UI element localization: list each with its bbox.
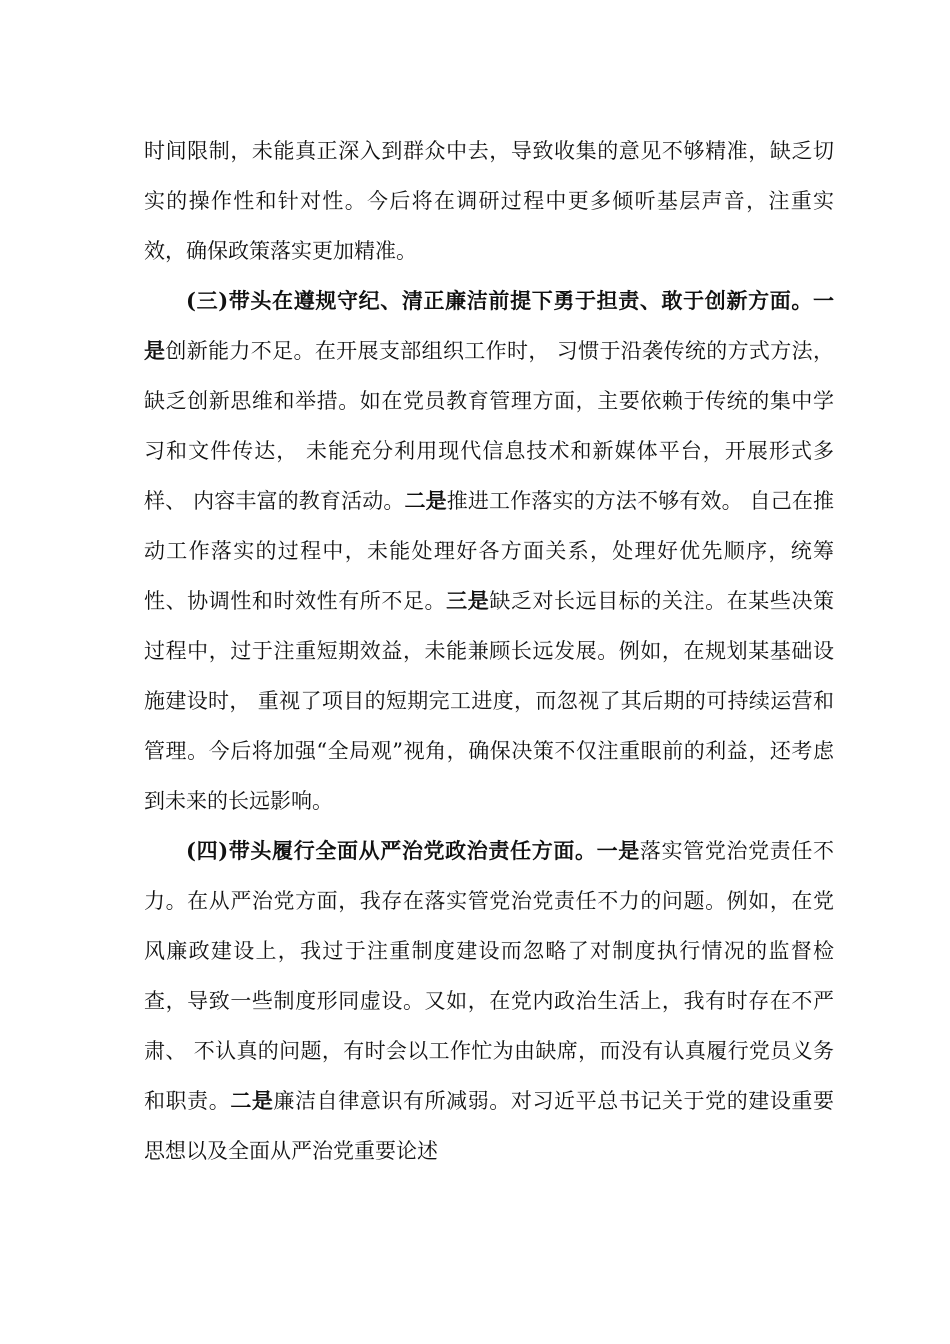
paragraph-text: 落实管党治党责任不力。在从严治党方面，我存在落实管党治党责任不力的问题。例如，在党风廉政建设上，我过于注重制度建设而忽略了对制度执行情况的监督检查，导致一些制度形同虚设。又如，在党内政治生活上，我有时存在不严肃、 不认真的问题，有时会以工作忙为由缺席，而没有认真履行党员义务和职责。	[144, 839, 835, 1113]
paragraph-text: 缺乏对长远目标的关注。在某些决策过程中，过于注重短期效益，未能兼顾长远发展。例如，在规划某基础设施建设时， 重视了项目的短期完工进度，而忽视了其后期的可持续运营和管理。今后将加强“全局观”视角，确保决策不仅注重眼前的利益，还考虑到未来的长远影响。	[144, 589, 835, 813]
document-page	[144, 126, 834, 1176]
paragraph-text: 创新能力不足。在开展支部组织工作时， 习惯于沿袭传统的方式方法，缺乏创新思维和举措。如在党员教育管理方面，主要依赖于传统的集中学习和文件传达， 未能充分利用现代信息技术和新媒体平台，开展形式多样、 内容丰富的教育活动。	[144, 339, 834, 513]
paragraph-text: 时间限制，未能真正深入到群众中去，导致收集的意见不够精准，缺乏切实的操作性和针对性。今后将在调研过程中更多倾听基层声音，注重实效，确保政策落实更加精准。	[144, 139, 834, 263]
paragraph-text: 廉洁自律意识有所减弱。对习近平总书记关于党的建设重要思想以及全面从严治党重要论述	[144, 1089, 835, 1163]
point-marker-two: 二是	[230, 1088, 274, 1113]
point-marker-three: 三是	[446, 588, 490, 613]
paragraph-text: 推进工作落实的方法不够有效。 自己在推动工作落实的过程中，未能处理好各方面关系，处理好优先顺序，统筹性、协调性和时效性有所不足。	[144, 489, 834, 613]
section-heading-four: (四)带头履行全面从严治党政治责任方面。一是	[186, 838, 640, 863]
section-heading-three: (三)带头在遵规守纪、清正廉洁前提下勇于担责、敢于创新方面。一是	[144, 288, 834, 363]
paragraph-research-continuation	[144, 126, 834, 276]
paragraph-section-three	[144, 276, 834, 826]
point-marker-two: 二是	[404, 488, 447, 513]
paragraph-section-four	[144, 826, 834, 1176]
